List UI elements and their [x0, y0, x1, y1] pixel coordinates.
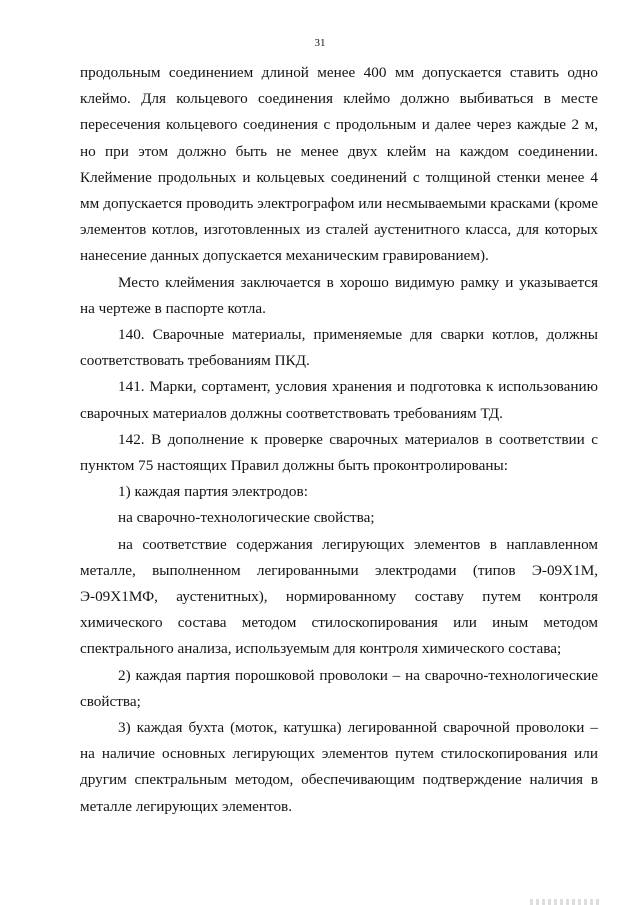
scan-edge-mark — [530, 899, 600, 905]
paragraph-142: 142. В дополнение к проверке сварочных материалов в соответствии с пунктом 75 настоящих Правил должны быть проконтролированы: — [80, 430, 598, 475]
page-number: 31 — [314, 37, 326, 49]
paragraph-141: 141. Марки, сортамент, условия хранения и подготовка к использованию сварочных материалов должны соответствовать требованиям ТД. — [80, 378, 598, 422]
paragraph-marking-continuation: продольным соединением длиной менее 400 мм допускается ставить одно клеймо. Для кольцевого соединения клеймо должно выбиваться в месте пересечения кольцевого соединения с продольным и далее через каждые 2 м, но при этом должно быть не менее двух клейм на каждом соединении. Клеймение продольных и кольцевых соединений с толщиной стенки менее 4 мм допускается проводить электрографом или несмываемыми красками (кроме элементов котлов, изготовленных из сталей аустенитного класса, для которых нанесение данных допускается механическим гравированием). — [80, 64, 598, 265]
list-item-welding-properties: на сварочно-технологические свойства; — [118, 509, 375, 527]
list-item-flux-cored-wire: 2) каждая партия порошковой проволоки – на сварочно-технологические свойства; — [80, 666, 598, 710]
paragraph-marking-frame: Место клеймения заключается в хорошо видимую рамку и указывается на чертеже в паспорте котла. — [80, 273, 598, 317]
paragraph-140: 140. Сварочные материалы, применяемые для сварки котлов, должны соответствовать требованиям ПКД. — [80, 326, 598, 370]
list-item-electrodes: 1) каждая партия электродов: — [118, 483, 308, 501]
list-item-alloyed-wire-coil: 3) каждая бухта (моток, катушка) легированной сварочной проволоки – на наличие основных легирующих элементов путем стилоскопирования или другим спектральным методом, обеспечивающим подтверждение наличия в металле легирующих элементов. — [80, 719, 598, 815]
list-item-alloying-elements: на соответствие содержания легирующих элементов в наплавленном металле, выполненном легированными электродами (типов Э-09Х1М, Э-09Х1МФ, аустенитных), нормированному составу путем контроля химического состава методом стилоскопирования или иным методом спектрального анализа, используемым для контроля химического состава; — [80, 535, 598, 658]
body-text — [80, 60, 598, 820]
